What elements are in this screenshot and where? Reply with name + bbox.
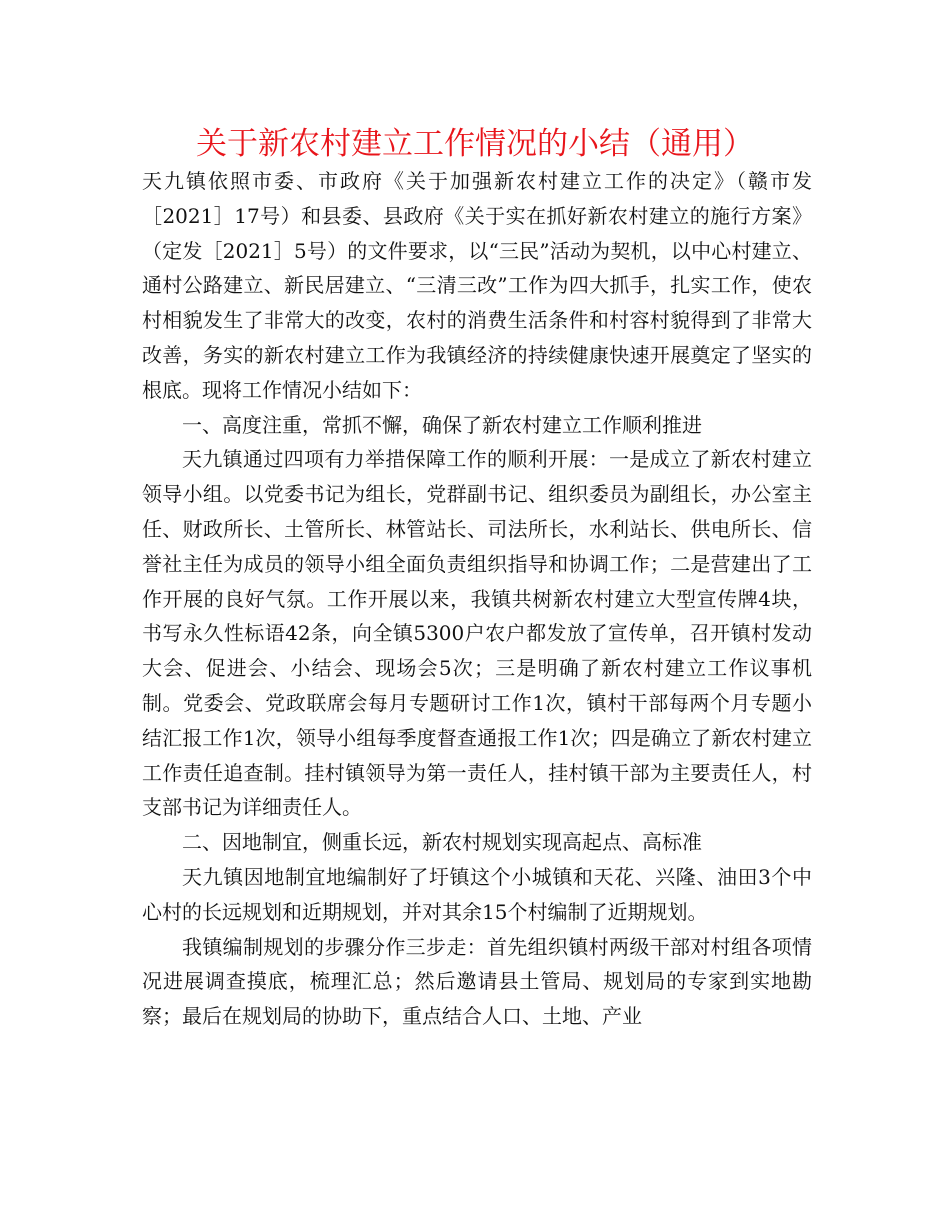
section-heading-2: 二、因地制宜，侧重长远，新农村规划实现高起点、高标准 bbox=[182, 830, 702, 855]
paragraph-intro: 天九镇依照市委、市政府《关于加强新农村建立工作的决定》（赣市发［2021］17号）和县委、县政府《关于实在抓好新农村建立的施行方案》（定发［2021］5号）的文件要求，以“三民”活动为契机，以中心村建立、通村公路建立、新民居建立、“三清三改”工作为四大抓手，扎实工作，使农村相貌发生了非常大的改变，农村的消费生活条件和村容村貌得到了非常大改善，务实的新农村建立工作为我镇经济的持续健康快速开展奠定了坚实的根底。现将工作情况小结如下： bbox=[142, 169, 812, 402]
document-title: 关于新农村建立工作情况的小结（通用） bbox=[196, 126, 754, 162]
paragraph-section-2b: 我镇编制规划的步骤分作三步走：首先组织镇村两级干部对村组各项情况进展调查摸底，梳理汇总；然后邀请县土管局、规划局的专家到实地勘察；最后在规划局的协助下，重点结合人口、土地、产业 bbox=[142, 934, 812, 1029]
section-heading-1: 一、高度注重，常抓不懈，确保了新农村建立工作顺利推进 bbox=[182, 412, 702, 437]
paragraph-section-2a: 天九镇因地制宜地编制好了圩镇这个小城镇和天花、兴隆、油田3个中心村的长远规划和近期规划，并对其余15个村编制了近期规划。 bbox=[142, 864, 812, 924]
document-body bbox=[142, 164, 812, 1034]
paragraph-section-1: 天九镇通过四项有力举措保障工作的顺利开展：一是成立了新农村建立领导小组。以党委书记为组长，党群副书记、组织委员为副组长，办公室主任、财政所长、土管所长、林管站长、司法所长，水利站长、供电所长、信誉社主任为成员的领导小组全面负责组织指导和协调工作；二是营建出了工作开展的良好气氛。工作开展以来，我镇共树新农村建立大型宣传牌4块，书写永久性标语42条，向全镇5300户农户都发放了宣传单，召开镇村发动大会、促进会、小结会、现场会5次；三是明确了新农村建立工作议事机制。党委会、党政联席会每月专题研讨工作1次，镇村干部每两个月专题小结汇报工作1次，领导小组每季度督查通报工作1次；四是确立了新农村建立工作责任追查制。挂村镇领导为第一责任人，挂村镇干部为主要责任人，村支部书记为详细责任人。 bbox=[142, 447, 812, 820]
